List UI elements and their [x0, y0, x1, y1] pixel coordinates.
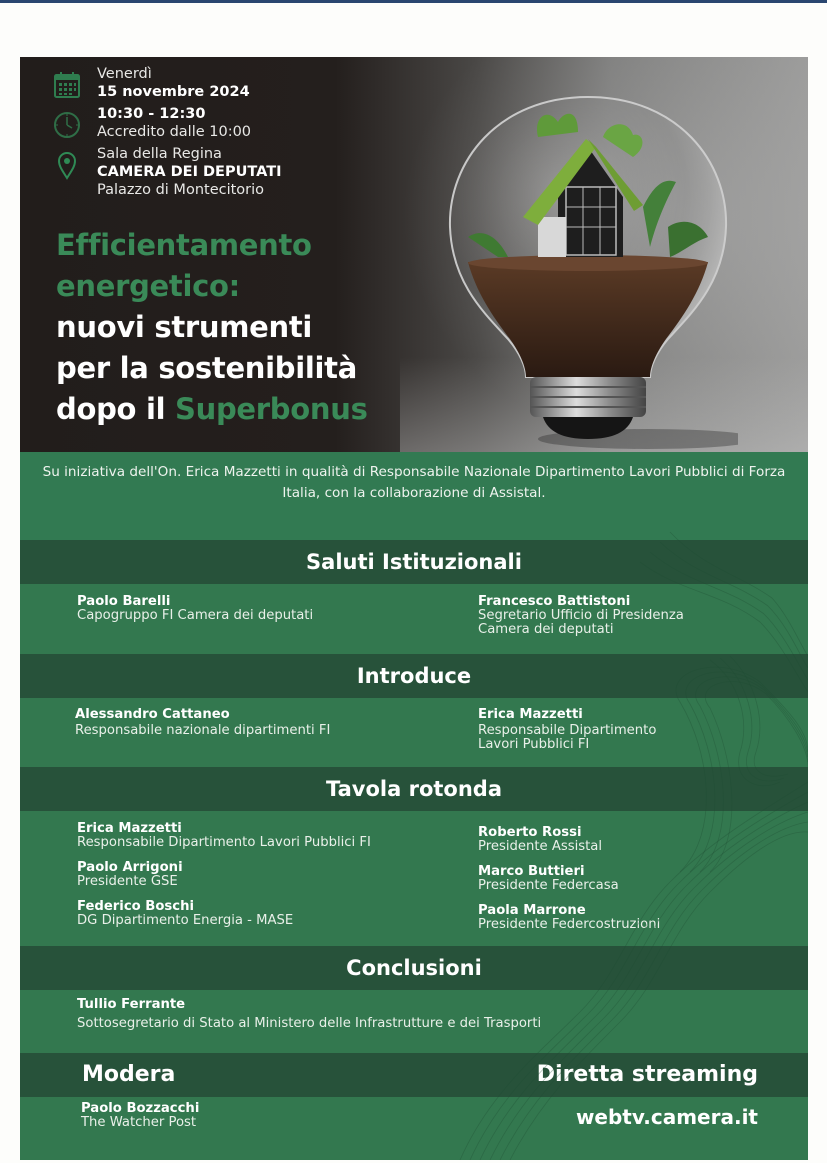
section-introduce	[20, 698, 808, 767]
title-line-5-prefix: dopo il	[56, 392, 176, 426]
tavola-title: Tavola rotonda	[326, 777, 502, 801]
speaker: Paola Marrone Presidente Federcostruzioni	[478, 903, 661, 932]
speaker: Paolo Barelli Capogruppo FI Camera dei deputati	[77, 594, 314, 623]
top-border	[0, 0, 827, 3]
streaming-link[interactable]: webtv.camera.it	[575, 1105, 758, 1129]
section-saluti	[20, 584, 808, 654]
event-date: 15 novembre 2024	[97, 84, 250, 100]
modera-title: Modera	[82, 1062, 176, 1087]
event-accreditation: Accredito dalle 10:00	[97, 124, 252, 140]
speaker: Francesco Battistoni Segretario Ufficio di Presidenza Camera dei deputati	[478, 594, 684, 637]
intro-text: Su iniziativa dell'On. Erica Mazzetti in qualità di Responsabile Nazionale Dipartimento Lavori Pubblici di Forza Italia, con la collaborazione di Assistal.	[42, 464, 786, 501]
title-line-1: Efficientamento	[56, 228, 312, 262]
section-header-tavola	[20, 767, 808, 811]
section-header-modera	[20, 1053, 808, 1097]
section-conclusioni	[20, 990, 808, 1053]
speaker: Roberto Rossi Presidente Assistal	[478, 825, 603, 854]
time-row	[52, 105, 282, 141]
lightbulb-house-illustration	[438, 77, 738, 452]
intro-section	[20, 452, 808, 540]
section-tavola	[20, 811, 808, 946]
title-line-2: energetico:	[56, 269, 240, 303]
speaker: Federico Boschi DG Dipartimento Energia - MASE	[77, 899, 294, 928]
hero-section	[20, 57, 808, 452]
event-info	[52, 65, 282, 203]
venue-institution: CAMERA DEI DEPUTATI	[97, 164, 282, 180]
title-line-4: per la sostenibilità	[56, 351, 358, 385]
moderator: Paolo Bozzacchi The Watcher Post	[81, 1101, 200, 1130]
section-header-introduce	[20, 654, 808, 698]
speaker: Tullio Ferrante Sottosegretario di Stato al Ministero delle Infrastrutture e dei Trasporti	[77, 997, 542, 1031]
speaker: Erica Mazzetti Responsabile Dipartimento Lavori Pubblici FI	[478, 707, 657, 752]
saluti-title: Saluti Istituzionali	[306, 550, 522, 574]
title-highlight: Superbonus	[175, 392, 368, 426]
event-title	[56, 225, 368, 430]
venue-palace: Palazzo di Montecitorio	[97, 182, 265, 198]
event-time: 10:30 - 12:30	[97, 106, 206, 122]
title-line-3: nuovi strumenti	[56, 310, 313, 344]
streaming-title: Diretta streaming	[536, 1062, 758, 1087]
section-header-saluti	[20, 540, 808, 584]
venue-row	[52, 145, 282, 199]
location-pin-icon	[52, 150, 82, 180]
event-poster	[20, 57, 808, 1160]
section-modera	[20, 1097, 808, 1160]
speaker: Erica Mazzetti Responsabile Dipartimento Lavori Pubblici FI	[77, 821, 371, 850]
conclusioni-title: Conclusioni	[346, 956, 482, 980]
section-header-conclusioni	[20, 946, 808, 990]
speaker: Paolo Arrigoni Presidente GSE	[77, 860, 183, 889]
speaker: Alessandro Cattaneo Responsabile nazionale dipartimenti FI	[75, 707, 331, 738]
clock-icon	[52, 110, 82, 140]
event-day: Venerdì	[97, 66, 152, 82]
date-row	[52, 65, 282, 101]
introduce-title: Introduce	[356, 664, 472, 688]
calendar-icon	[52, 70, 82, 100]
speaker: Marco Buttieri Presidente Federcasa	[478, 864, 619, 893]
venue-room: Sala della Regina	[97, 146, 222, 162]
